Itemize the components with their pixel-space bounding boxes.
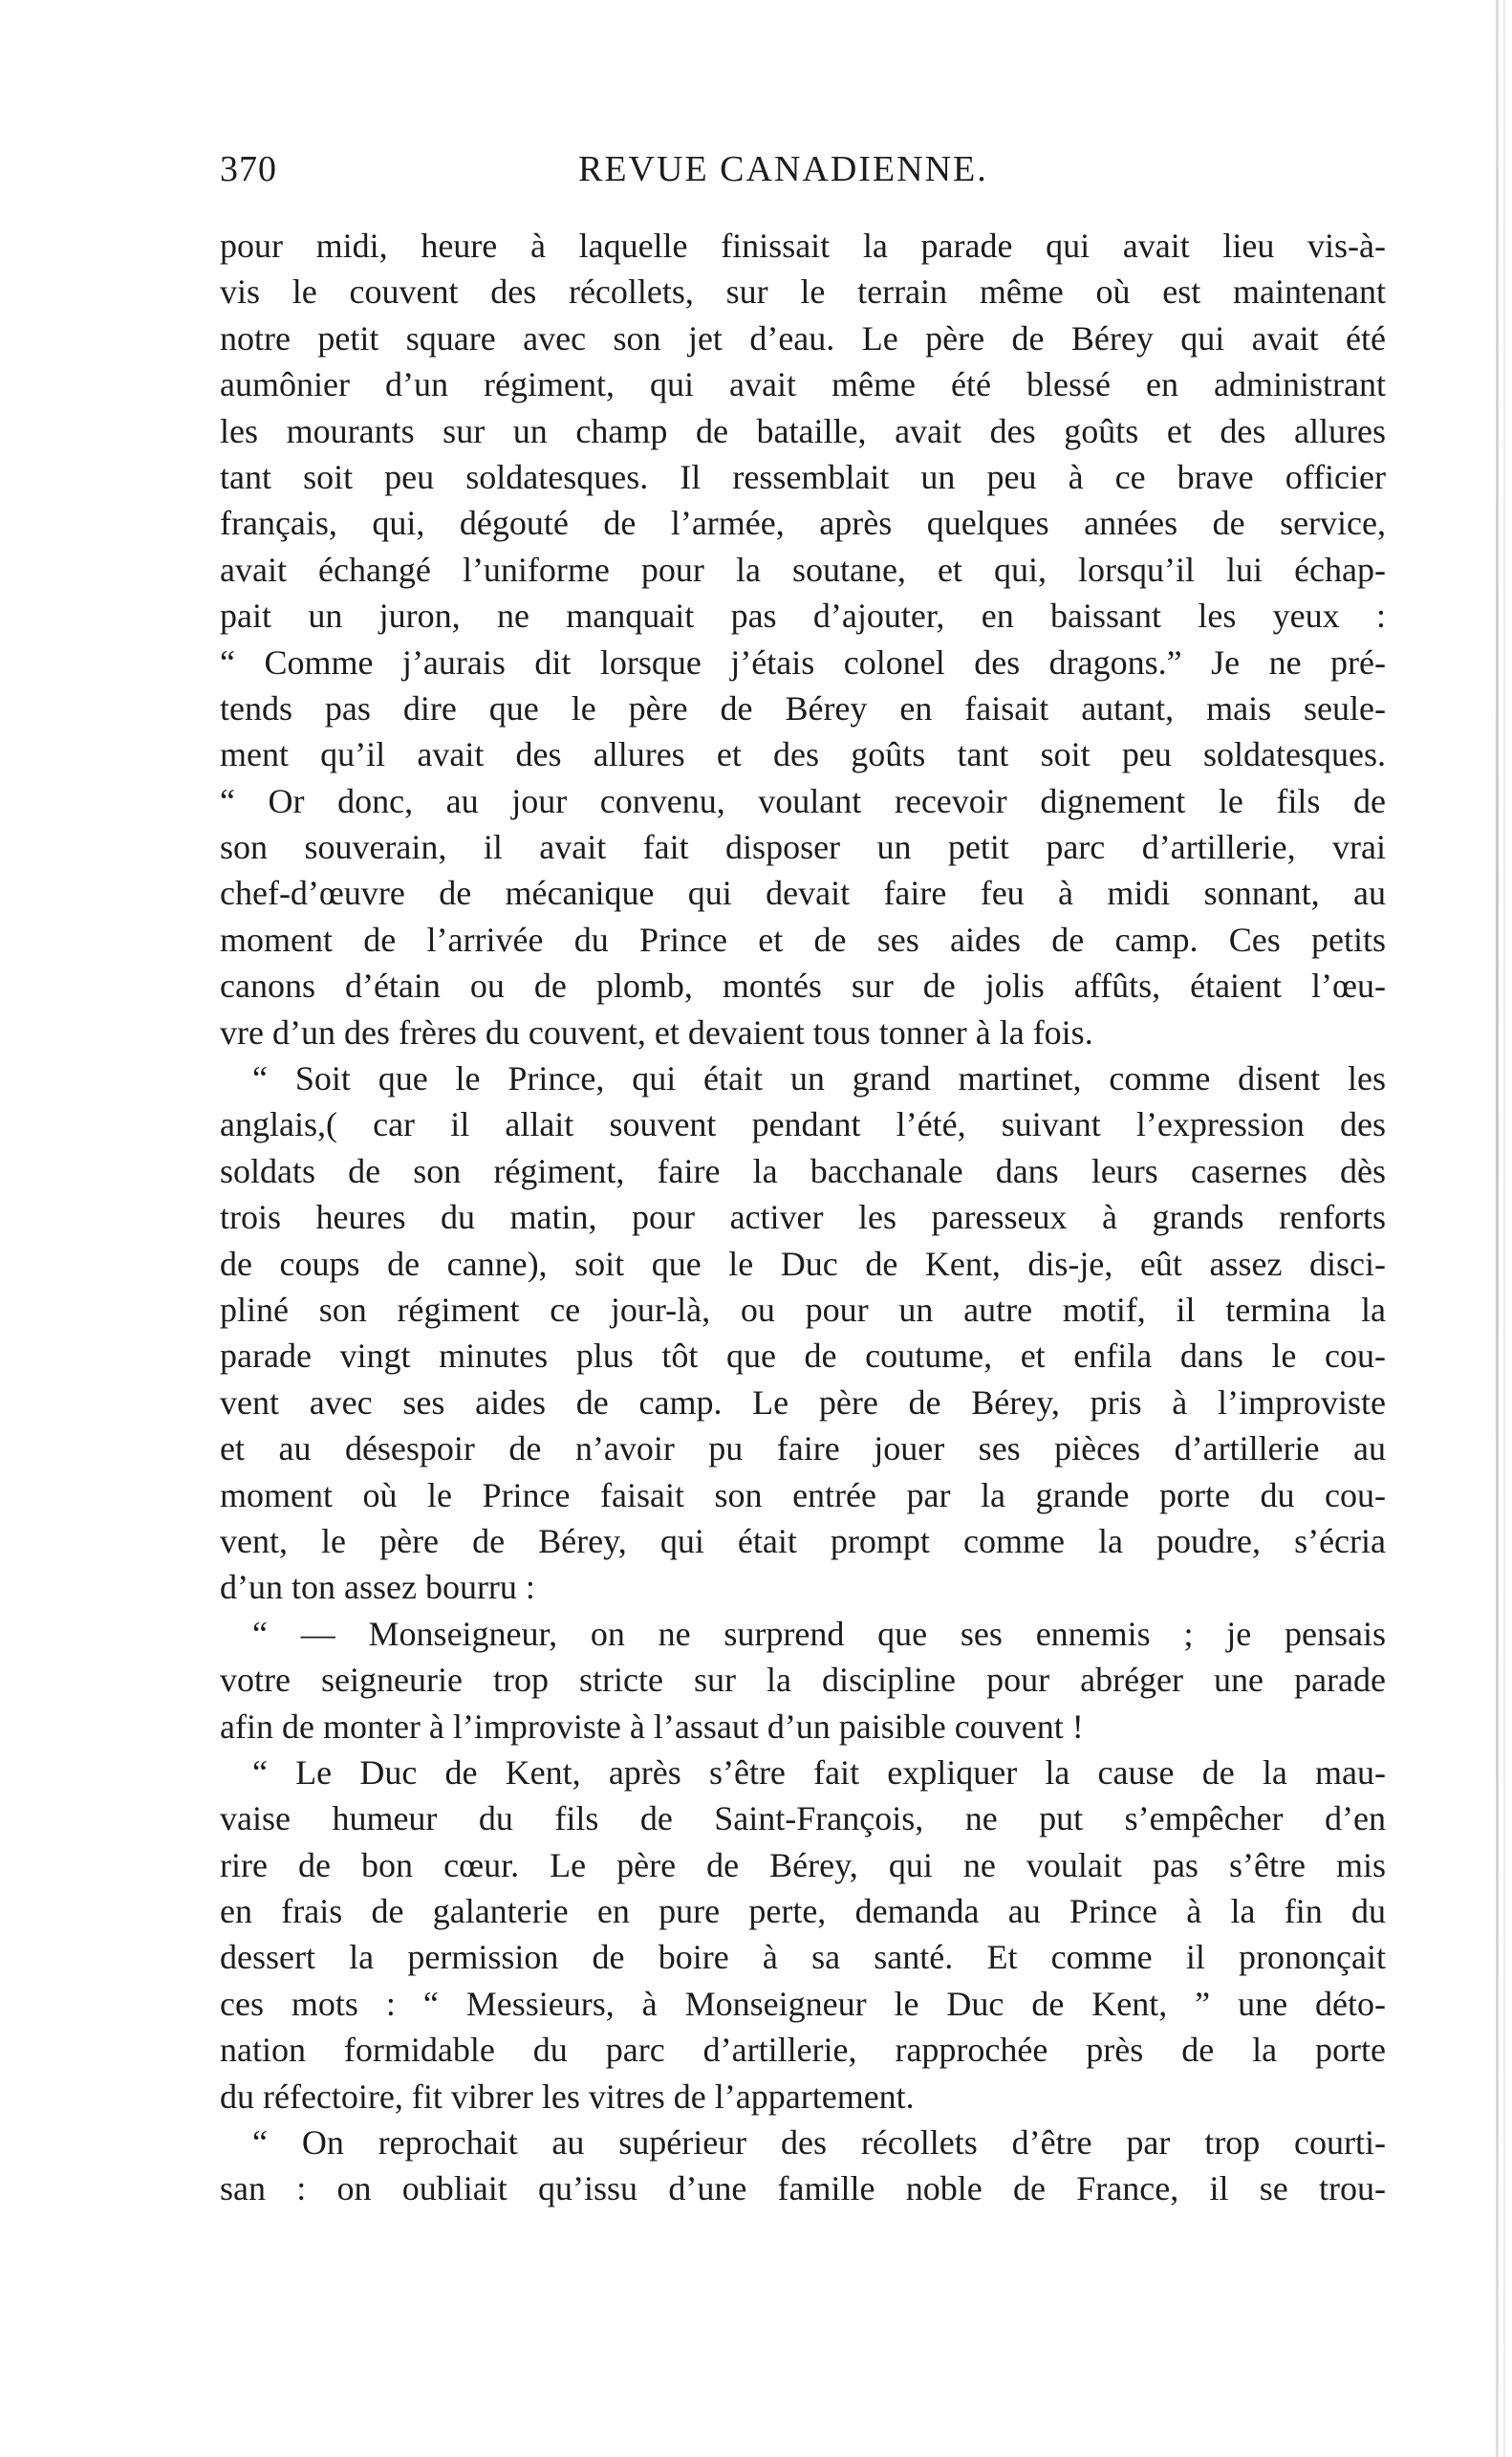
text-line: nation formidable du parc d’artillerie, rapprochée près de la porte: [220, 2031, 1386, 2070]
text-line: en frais de galanterie en pure perte, demanda au Prince à la fin du: [220, 1892, 1386, 1931]
text-line: tant soit peu soldatesques. Il ressemblait un peu à ce brave officier: [220, 457, 1386, 496]
page-header: [220, 148, 1328, 196]
text-line: anglais,( car il allait souvent pendant l’été, suivant l’expression des: [220, 1105, 1386, 1144]
text-line: pliné son régiment ce jour-là, ou pour un autre motif, il termina la: [220, 1290, 1386, 1329]
text-line: d’un ton assez bourru :: [220, 1568, 535, 1607]
text-line: afin de monter à l’improviste à l’assaut d’un paisible couvent !: [220, 1707, 1084, 1746]
text-line: rire de bon cœur. Le père de Bérey, qui ne voulait pas s’être mis: [220, 1845, 1386, 1884]
body-text: [220, 223, 1386, 2212]
text-line: pour midi, heure à laquelle finissait la parade qui avait lieu vis-à-: [220, 227, 1386, 265]
text-line: vent, le père de Bérey, qui était prompt comme la poudre, s’écria: [220, 1521, 1386, 1560]
text-line: “ On reprochait au supérieur des récollets d’être par trop courti-: [252, 2123, 1386, 2163]
text-line: trois heures du matin, pour activer les paresseux à grands renforts: [220, 1198, 1386, 1237]
text-line: “ — Monseigneur, on ne surprend que ses ennemis ; je pensais: [252, 1614, 1386, 1653]
page-edge-shadow: [1496, 0, 1499, 2457]
text-line: avait échangé l’uniforme pour la soutane, et qui, lorsqu’il lui échap-: [220, 550, 1386, 589]
text-line: vis le couvent des récollets, sur le terrain même où est maintenant: [220, 272, 1386, 312]
page-number: 370: [220, 149, 277, 189]
text-line: vaise humeur du fils de Saint-François, ne put s’empêcher d’en: [220, 1799, 1386, 1838]
text-line: chef-d’œuvre de mécanique qui devait faire feu à midi sonnant, au: [220, 874, 1386, 913]
text-line: ces mots : “ Messieurs, à Monseigneur le Duc de Kent, ” une déto-: [220, 1984, 1386, 2023]
running-title: REVUE CANADIENNE.: [578, 149, 988, 189]
text-line: dessert la permission de boire à sa santé. Et comme il prononçait: [220, 1938, 1386, 1977]
text-line: son souverain, il avait fait disposer un petit parc d’artillerie, vrai: [220, 828, 1386, 867]
text-line: tends pas dire que le père de Bérey en faisait autant, mais seule-: [220, 688, 1386, 728]
text-line: “ Comme j’aurais dit lorsque j’étais colonel des dragons.” Je ne pré-: [220, 642, 1386, 682]
text-line: san : on oubliait qu’issu d’une famille noble de France, il se trou-: [220, 2169, 1386, 2208]
text-line: parade vingt minutes plus tôt que de coutume, et enfila dans le cou-: [220, 1337, 1386, 1376]
text-line: vre d’un des frères du couvent, et devaient tous tonner à la fois.: [220, 1012, 1093, 1052]
text-line: votre seigneurie trop stricte sur la discipline pour abréger une parade: [220, 1661, 1386, 1700]
text-line: les mourants sur un champ de bataille, avait des goûts et des allures: [220, 411, 1386, 450]
text-line: “ Or donc, au jour convenu, voulant recevoir dignement le fils de: [220, 781, 1386, 820]
text-line: vent avec ses aides de camp. Le père de Bérey, pris à l’improviste: [220, 1382, 1386, 1422]
text-line: soldats de son régiment, faire la bacchanale dans leurs casernes dès: [220, 1151, 1386, 1190]
text-line: notre petit square avec son jet d’eau. Le père de Bérey qui avait été: [220, 318, 1386, 358]
page-edge-line: [1503, 0, 1505, 2457]
text-line: du réfectoire, fit vibrer les vitres de l’appartement.: [220, 2076, 915, 2116]
text-line: moment de l’arrivée du Prince et de ses aides de camp. Ces petits: [220, 920, 1386, 959]
text-line: ment qu’il avait des allures et des goûts tant soit peu soldatesques.: [220, 735, 1386, 774]
text-line: de coups de canne), soit que le Duc de Kent, dis-je, eût assez disci-: [220, 1244, 1386, 1283]
text-line: aumônier d’un régiment, qui avait même été blessé en administrant: [220, 365, 1386, 404]
text-line: moment où le Prince faisait son entrée par la grande porte du cou-: [220, 1475, 1386, 1514]
text-line: et au désespoir de n’avoir pu faire jouer ses pièces d’artillerie au: [220, 1429, 1386, 1468]
text-line: canons d’étain ou de plomb, montés sur de jolis affûts, étaient l’œu-: [220, 967, 1386, 1006]
text-line: “ Soit que le Prince, qui était un grand martinet, comme disent les: [252, 1059, 1386, 1098]
text-line: pait un juron, ne manquait pas d’ajouter, en baissant les yeux :: [220, 597, 1386, 636]
text-line: français, qui, dégouté de l’armée, après quelques années de service,: [220, 504, 1386, 543]
text-line: “ Le Duc de Kent, après s’être fait expliquer la cause de la mau-: [252, 1752, 1386, 1792]
